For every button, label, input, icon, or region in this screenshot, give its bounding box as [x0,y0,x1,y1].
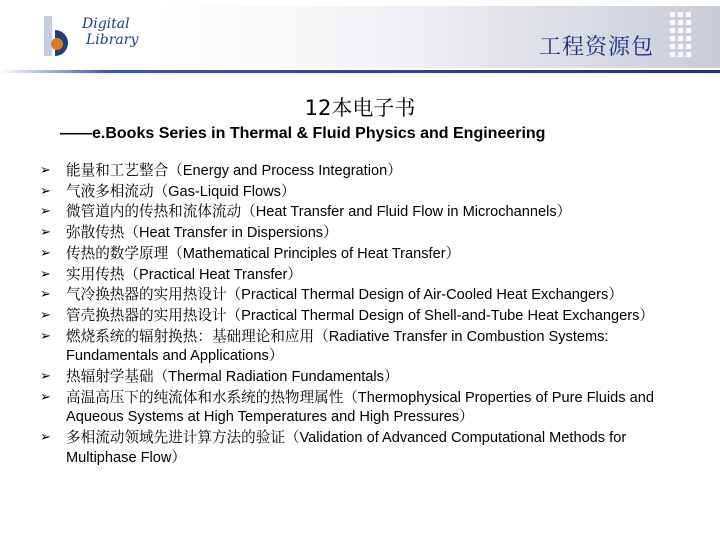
book-item [40,388,700,428]
book-title-zh: 燃烧系统的辐射换热：基础理论和应用 [66,327,315,345]
book-title-zh: 能量和工艺整合 [66,162,169,179]
book-item [40,428,700,468]
book-title-zh: 管壳换热器的实用热设计 [66,306,227,324]
book-title-en: （Thermal Radiation Fundamentals） [153,369,399,386]
book-item [40,285,700,306]
book-title-en: （Heat Transfer and Fluid Flow in Microchannels） [241,204,572,221]
bullet-arrow-icon: ➢ [40,328,51,344]
bullet-arrow-icon: ➢ [40,183,51,199]
header-divider [0,70,720,73]
book-title-zh: 多相流动领域先进计算方法的验证 [66,429,285,447]
book-item [40,367,700,388]
book-title-zh: 气液多相流动 [66,182,154,200]
book-title-zh: 传热的数学原理 [66,244,169,262]
book-title-en: （Heat Transfer in Dispersions） [124,225,338,242]
book-item [40,327,700,367]
book-title-zh: 热辐射学基础 [66,368,154,386]
bullet-arrow-icon: ➢ [40,266,51,282]
bullet-arrow-icon: ➢ [40,389,51,405]
bullet-arrow-icon: ➢ [40,287,51,303]
book-item [40,223,700,244]
book-title-zh: 气冷换热器的实用热设计 [66,286,227,304]
book-item [40,161,700,182]
book-title-en: （Mathematical Principles of Heat Transfer） [168,245,461,262]
book-item [40,306,700,327]
book-title-en: （Validation of Advanced Computational Methods for Multiphase Flow） [66,430,627,466]
logo-line-library: Library [86,32,139,48]
book-title-zh: 高温高压下的纯流体和水系统的热物理属性 [66,388,344,406]
book-title-zh: 弥散传热 [66,224,125,242]
book-list [40,161,700,469]
slide-title: 12本电子书 [304,96,416,120]
book-item [40,244,700,265]
bullet-arrow-icon: ➢ [40,369,51,385]
logo-line-digital: Digital [82,16,130,32]
book-title-en: （Practical Thermal Design of Air-Cooled Heat Exchangers） [226,287,623,304]
logo-text [82,16,138,48]
book-title-en: （Energy and Process Integration） [168,163,402,179]
header-title: 工程资源包 [538,35,654,60]
book-item [40,265,700,286]
book-item [40,182,700,203]
slide-subtitle: ——e.Books Series in Thermal & Fluid Physics and Engineering [60,125,546,142]
bullet-arrow-icon: ➢ [40,245,51,261]
bullet-arrow-icon: ➢ [40,307,51,323]
bullet-arrow-icon: ➢ [40,225,51,241]
bullet-arrow-icon: ➢ [40,204,51,220]
decorative-dots-icon [668,10,698,64]
book-item [40,202,700,223]
book-title-zh: 微管道内的传热和流体流动 [66,203,242,221]
book-title-en: （Practical Heat Transfer） [124,266,303,283]
book-title-en: （Radiative Transfer in Combustion Systems: Fundamentals and Applications） [66,328,609,365]
book-title-en: （Thermophysical Properties of Pure Fluids and Aqueous Systems at High Temperatures and High Pressures） [66,389,654,426]
book-title-en: （Gas-Liquid Flows） [153,183,296,200]
book-title-zh: 实用传热 [66,265,125,283]
book-title-en: （Practical Thermal Design of Shell-and-Tube Heat Exchangers） [226,307,655,324]
bullet-arrow-icon: ➢ [40,430,51,446]
bullet-arrow-icon: ➢ [40,163,51,178]
